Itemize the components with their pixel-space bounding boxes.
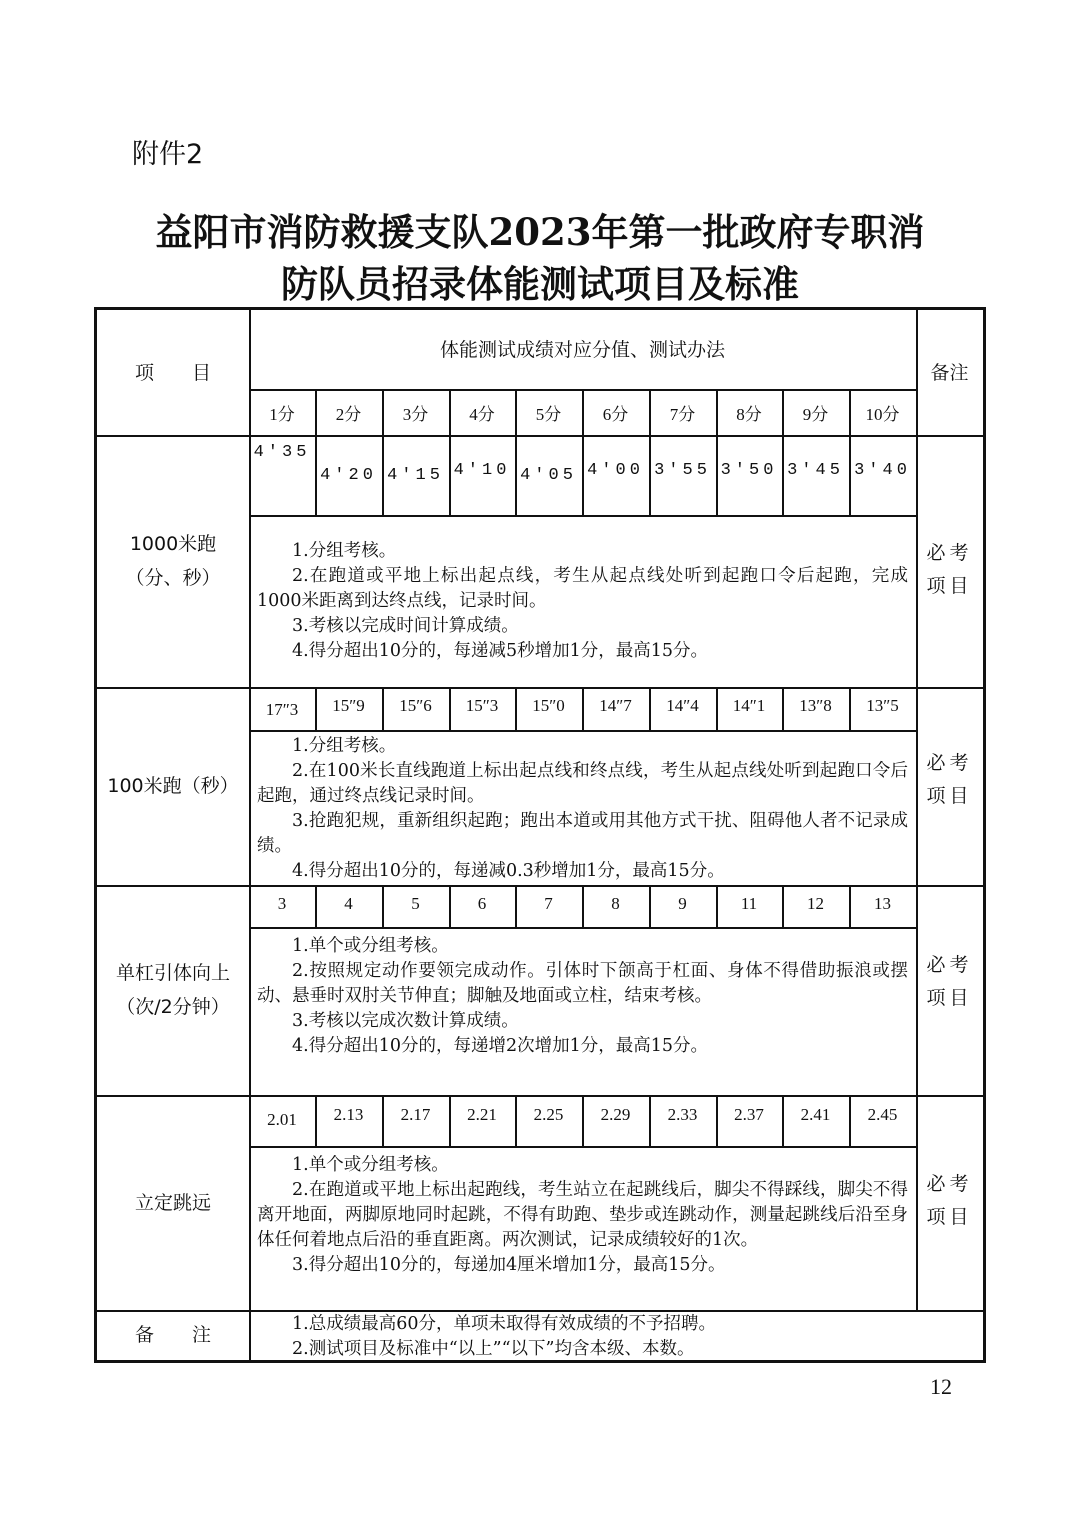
value-cell: 15″0 xyxy=(532,696,565,715)
value-cell: 3′55 xyxy=(654,460,711,480)
score-header: 3分 xyxy=(402,404,429,424)
value-cell: 4′00 xyxy=(587,460,644,480)
value-cell: 4′35 xyxy=(253,442,311,462)
score-header: 7分 xyxy=(669,404,696,424)
footer-label: 备 注 xyxy=(134,1324,211,1346)
value-cell: 15″9 xyxy=(332,696,365,715)
value-cell: 13 xyxy=(874,894,891,913)
score-header: 9分 xyxy=(802,404,829,424)
value-cell: 4′15 xyxy=(387,465,444,485)
value-cell: 2.45 xyxy=(867,1105,898,1124)
value-cell: 2.21 xyxy=(467,1105,497,1124)
value-cell: 14″1 xyxy=(732,696,766,715)
value-cell: 3′40 xyxy=(854,460,911,480)
value-cell: 5 xyxy=(411,894,420,913)
value-cell: 15″3 xyxy=(465,696,499,715)
value-cell: 2.13 xyxy=(333,1105,364,1124)
score-header: 5分 xyxy=(535,404,562,424)
value-cell: 12 xyxy=(807,894,824,913)
value-cell: 2.01 xyxy=(267,1110,297,1129)
value-cell: 15″6 xyxy=(399,696,432,715)
value-cell: 4 xyxy=(344,894,353,913)
value-cell: 4′20 xyxy=(320,465,377,485)
score-header: 4分 xyxy=(469,404,495,424)
footer-notes: 1.总成绩最高60分，单项未取得有效成绩的不予招聘。 2.测试项目及标准中“以上”“以下”均含本级、本数。 xyxy=(292,1314,716,1359)
item-longjump-remark: 必考 项目 xyxy=(926,1173,973,1228)
value-cell: 14″7 xyxy=(599,696,632,715)
score-header: 6分 xyxy=(602,404,629,424)
item-pullup-name: 单杠引体向上 （次/2分钟） xyxy=(115,962,230,1018)
item-100m-method: 1.分组考核。 2.在100米长直线跑道上标出起点线和终点线，考生从起点线处听到起跑口令后起跑，通过终点线记录时间。 3.抢跑犯规，重新组织起跑；跑出本道或用其他方式干扰、阻碍他人者不记录成绩。 4.得分超出10分的，每递减0.3秒增加1分，最高15分。 xyxy=(257,736,908,881)
header-remarks: 备注 xyxy=(930,361,969,384)
item-1000m-remark: 必考 项目 xyxy=(926,542,973,597)
value-cell: 3′50 xyxy=(720,460,778,480)
document-title-line1: 益阳市消防救援支队2023年第一批政府专职消 xyxy=(155,210,925,254)
attachment-label: 附件2 xyxy=(132,139,204,170)
page-number: 12 xyxy=(930,1374,952,1399)
value-cell: 17″3 xyxy=(265,699,299,719)
value-cell: 11 xyxy=(740,894,758,913)
value-cell: 2.37 xyxy=(734,1105,764,1124)
value-cell: 4′05 xyxy=(520,465,577,485)
item-longjump-method: 1.单个或分组考核。 2.在跑道或平地上标出起跑线，考生站立在起跳线后，脚尖不得踩线，脚尖不得离开地面，两脚原地同时起跳，不得有助跑、垫步或连跳动作，测量起跳线后沿至身体任何着地点后沿的垂直距离。两次测试，记录成绩较好的1次。 3.得分超出10分的，每递加4厘米增加1分，最高15分。 xyxy=(257,1155,908,1275)
item-pullup-method: 1.单个或分组考核。 2.按照规定动作要领完成动作。引体时下颌高于杠面、身体不得借助振浪或摆动、悬垂时双肘关节伸直；脚触及地面或立柱，结束考核。 3.考核以完成次数计算成绩。 4.得分超出10分的，每递增2次增加1分，最高15分。 xyxy=(257,936,908,1056)
item-1000m-method: 1.分组考核。 2.在跑道或平地上标出起点线，考生从起点线处听到起跑口令后起跑，完成1000米距离到达终点线，记录时间。 3.考核以完成时间计算成绩。 4.得分超出10分的，每递减5秒增加1分，最高15分。 xyxy=(257,541,908,661)
standards-table xyxy=(94,307,986,1363)
value-cell: 13″5 xyxy=(866,696,899,715)
score-header: 8分 xyxy=(736,404,762,424)
value-cell: 2.41 xyxy=(800,1105,831,1124)
header-project: 项 目 xyxy=(134,361,211,384)
value-cell: 7 xyxy=(544,894,553,913)
value-cell: 9 xyxy=(678,894,687,913)
header-scoring: 体能测试成绩对应分值、测试办法 xyxy=(439,339,725,361)
value-cell: 13″8 xyxy=(799,696,832,715)
value-cell: 14″4 xyxy=(666,696,699,715)
value-cell: 2.33 xyxy=(667,1105,698,1124)
value-cell: 8 xyxy=(611,894,620,913)
score-header: 1分 xyxy=(269,404,295,424)
value-cell: 2.25 xyxy=(533,1105,564,1124)
item-100m-name: 100米跑（秒） xyxy=(107,775,239,797)
item-100m-remark: 必考 项目 xyxy=(926,752,973,807)
item-pullup-remark: 必考 项目 xyxy=(926,954,973,1009)
score-header: 2分 xyxy=(335,404,362,424)
value-cell: 3 xyxy=(277,894,287,913)
score-header: 10分 xyxy=(865,404,900,424)
value-cell: 4′10 xyxy=(453,460,511,480)
document-title-line2: 防队员招录体能测试项目及标准 xyxy=(281,262,799,306)
item-longjump-name: 立定跳远 xyxy=(134,1191,211,1214)
value-cell: 2.17 xyxy=(400,1105,431,1124)
value-cell: 3′45 xyxy=(787,460,844,480)
item-1000m-name: 1000米跑 （分、秒） xyxy=(125,533,221,589)
value-cell: 2.29 xyxy=(600,1105,631,1124)
value-cell: 6 xyxy=(477,894,487,913)
